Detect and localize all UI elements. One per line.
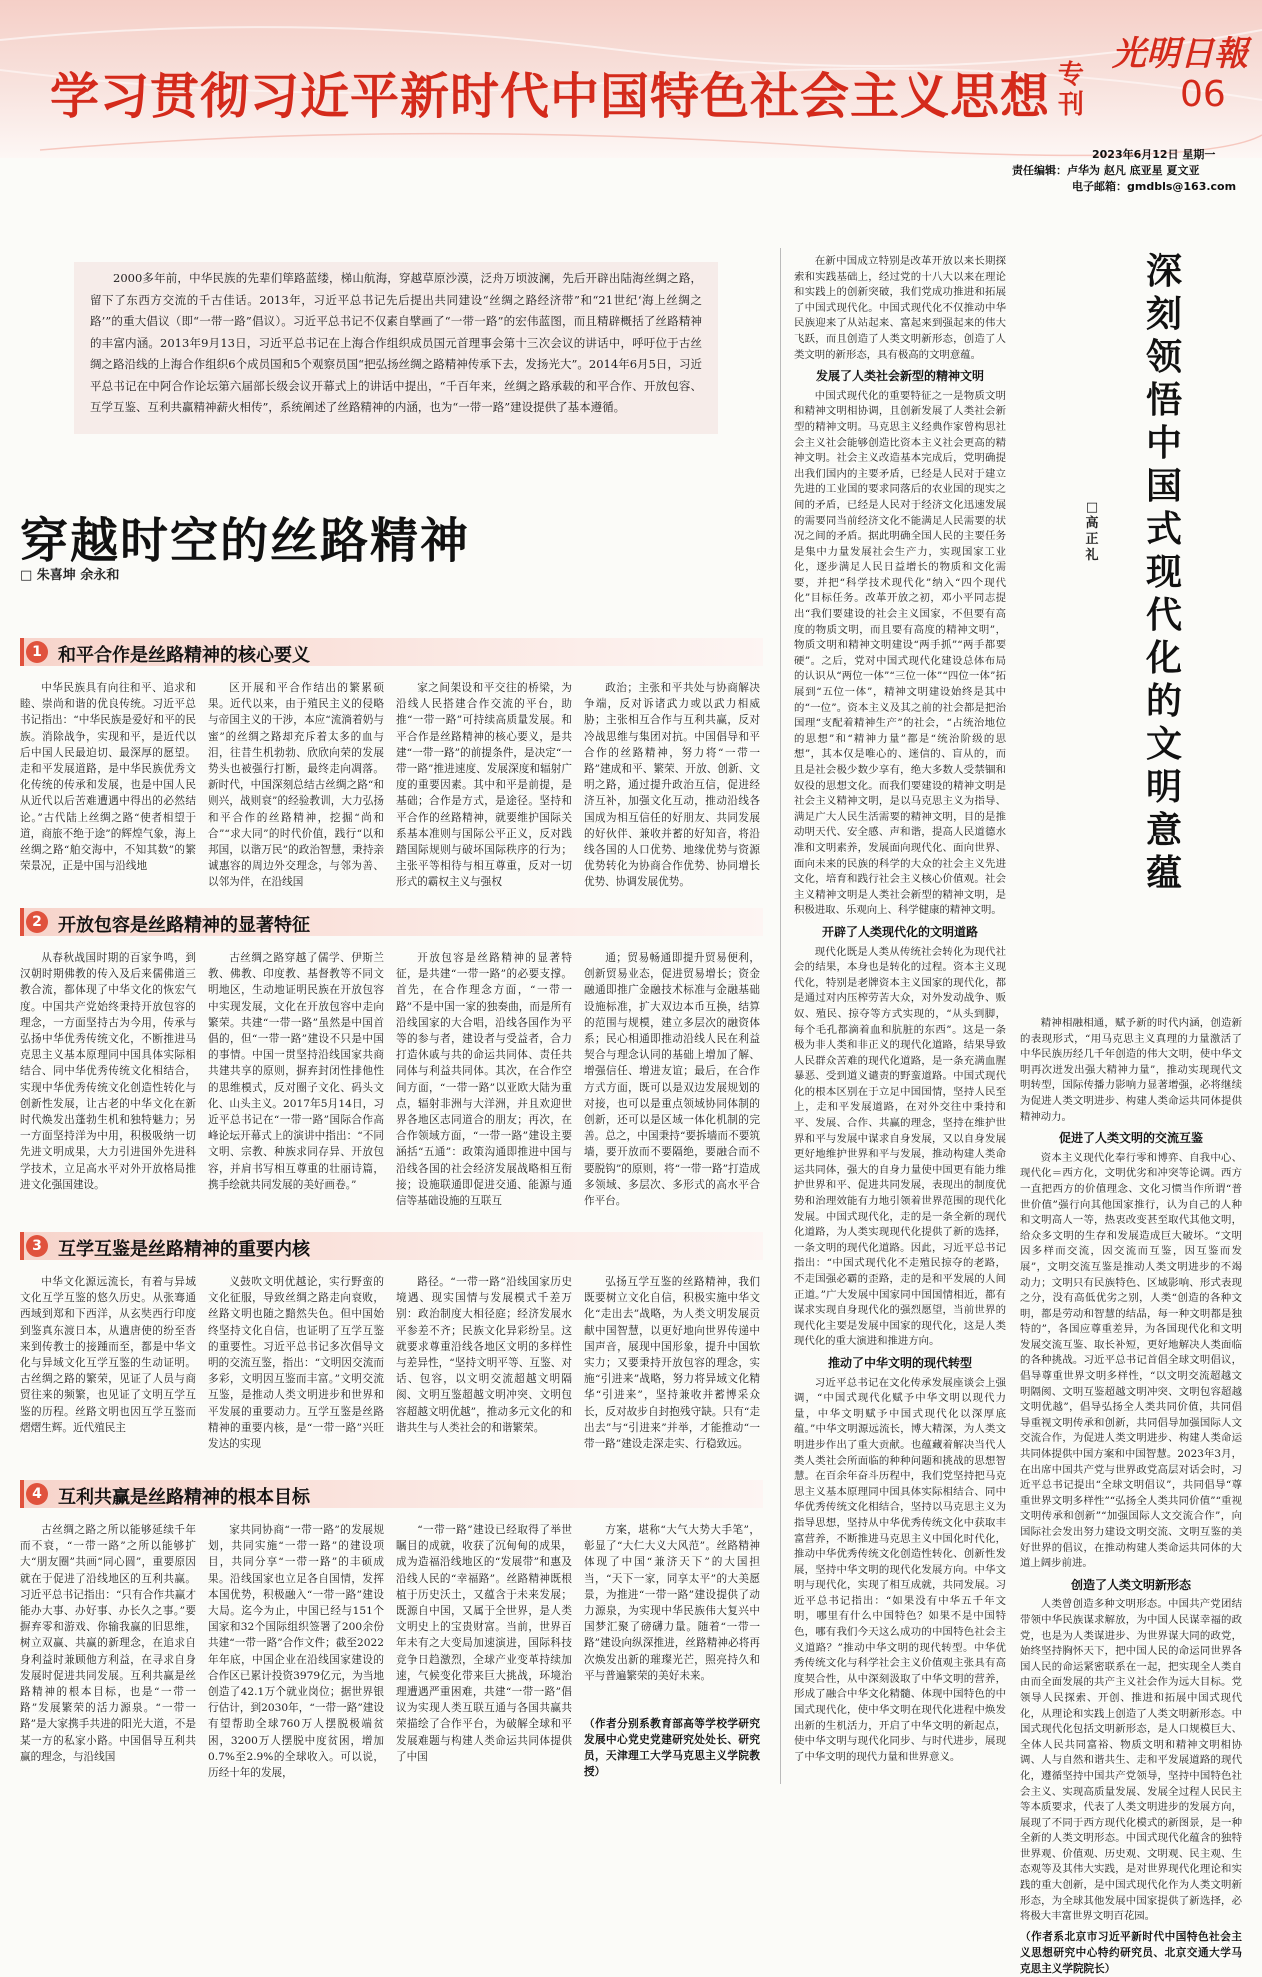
article2-paragraph: 资本主义现代化奉行零和博弈、自我中心、现代化＝西方化，文明优劣和冲突等论调。西方一直把西方的价值理念、文化习惯当作所谓“普世价值”强行向其他国家推行，认为自己的人种和文明高人一等，热衷改变甚至取代其他文明，给众多文明的生存和发展造成巨大破坏。“文明因多样而交流，因交流而互鉴，因互鉴而发展”，文明交流互鉴是推动人类文明进步的不竭动力；文明只有民族特色、区域影响、形式表现之分，没有高低优劣之别，人类“创造的各种文明，都是劳动和智慧的结晶，每一种文明都是独特的”，各国应尊重差异，为各国现代化和文明发展交流互鉴、取长补短，更好地解决人类面临的各种挑战。习近平总书记首倡全球文明倡议，倡导尊重世界文明多样性，“以文明交流超越文明隔阂、文明互鉴超越文明冲突、文明包容超越文明优越”，倡导弘扬全人类共同价值，共同倡导重视文明传承和创新，共同倡导加强国际人文交流合作，为促进人类文明进步、构建人类命运共同体提供中国方案和中国智慧。2023年3月，在出席中国共产党与世界政党高层对话会时，习近平总书记提出“全球文明倡议”，共同倡导“尊重世界文明多样性”“弘扬全人类共同价值”“重视文明传承和创新”“加强国际人文交流合作”，向国际社会发出努力建设文明交流、文明互鉴的美好世界的倡议，在推动构建人类命运共同体的大道上阔步前进。 (1020, 1151, 1242, 1570)
section-3-number: 3 (26, 1235, 48, 1257)
section-1-title: 和平合作是丝路精神的核心要义 (58, 645, 310, 666)
article2-subhead: 创造了人类文明新形态 (1070, 1577, 1191, 1592)
section-2-number: 2 (26, 911, 48, 933)
article2-subhead: 推动了中华文明的现代转型 (827, 1355, 972, 1370)
section-4-col-3: “一带一路”建设已经取得了举世瞩目的成就，收获了沉甸甸的成果，成为造福沿线地区的“发展带”和惠及沿线人民的“幸福路”。丝路精神既根植于历史沃土，又蕴含于未来发展；既源自中国，又属于全世界，是人类文明史上的宝贵财富。当前，世界百年未有之大变局加速演进，国际科技竞争日趋激烈，全球产业变革持续加速，气候变化带来巨大挑战，环境治理遭遇严重困难，共建“一带一路”倡议为实现人类互联互通与各国共赢共荣描绘了合作平台，为破解全球和平发展难题与构建人类命运共同体提供了中国 (396, 1524, 572, 1763)
article2-paragraph: 人类曾创造多种文明形态。中国共产党团结带领中华民族谋求解放，为中国人民谋幸福的政党，也是为人类谋进步、为世界谋大同的政党，始终坚持胸怀天下，把中国人民的命运同世界各国人民的命运紧密联系在一起，把实现全人类自由而全面发展的共产主义社会作为远大目标。党领导人民探索、开创、推进和拓展中国式现代化，从理论和实践上创造了人类文明新形态。中国式现代化包括文明新形态，是人口规模巨大、全体人民共同富裕、物质文明和精神文明相协调、人与自然和谐共生、走和平发展道路的现代化，遵循坚持中国共产党领导，坚持中国特色社会主义、实现高质量发展、发展全过程人民民主等本质要求，代表了人类文明进步的发展方向，展现了不同于西方现代化模式的新图景，是一种全新的人类文明形态。中国式现代化蕴含的独特世界观、价值观、历史观、文明观、民主观、生态观等及其伟大实践，是对世界现代化理论和实践的重大创新，是中国式现代化作为人类文明新形态，为全球其他发展中国家提供了新选择，必将极大丰富世界文明百花园。 (1020, 1598, 1242, 1923)
article2-paragraph: 现代化既是人类从传统社会转化为现代社会的结果，本身也是转化的过程。资本主义现代化，特别是老牌资本主义国家的现代化，都是通过对内压榨劳苦大众，对外发动战争、贩奴、殖民、掠夺等方式实现的，“从头到脚，每个毛孔都滴着血和肮脏的东西”。这是一条极为非人类和非正义的现代化道路，结果导致人民群众苦难的现代化道路，是一条充满血腥暴恶、受到道义谴责的野蛮道路。中国式现代化的根本区别在于立足中国国情，坚持人民至上，走和平发展道路，在对外交往中秉持和平、发展、合作、共赢的理念，坚持在维护世界和平与发展中谋求自身发展，又以自身发展更好地维护世界和平与发展，推动构建人类命运共同体，强大的自身力量使中国更有能力维护世界和平、促进共同发展，表现出的制度优势和治理效能有力地引领着世界范围的现代化发展。中国式现代化，走的是一条全新的现代化道路，为人类实现现代化提供了新的选择，一条文明的现代化道路。因此，习近平总书记指出：“中国式现代化不走殖民掠夺的老路，不走国强必霸的歪路，走的是和平发展的人间正道。”广大发展中国家同中国国情相近，都有谋求实现自身现代化的强烈愿望，当前世界的现代化主要是发展中国家的现代化，这是人类现代化的重大演进和推进方向。 (794, 945, 1006, 1348)
article2-col-1 (794, 254, 1006, 1784)
section-3-col-3: 路径。“一带一路”沿线国家历史境遇、现实国情与发展模式千差万别：政治制度大相径庭；经济发展水平参差不齐；民族文化异彩纷呈。这就要求尊重沿线各地区文明的多样性与差异性，“坚持文明平等、互鉴、对话、包容，以文明交流超越文明隔阂、文明互鉴超越文明冲突、文明包容超越文明优越”，推动多元文化的和谐共生与人类社会的和谐繁荣。 (396, 1276, 572, 1434)
article2-title: 深刻领悟中国式现代化的文明意蕴 (1145, 250, 1182, 894)
section-1-col-3: 家之间架设和平交往的桥梁，为沿线人民搭建合作交流的平台，助推“一带一路”可持续高质量发展。和平合作是丝路精神的核心要义，是共建“一带一路”的前提条件，是决定“一带一路”推进速度、发展深度和辐射广度的重要因素。其中和平是前提，是基础；合作是方式，是途径。坚持和平合作的丝路精神，就要维护国际关系基本准则与国际公平正义，反对践踏国际规则与破坏国际秩序的行为；主张平等相待与相互尊重，反对一切形式的霸权主义与强权 (396, 682, 572, 889)
editors-line: 责任编辑：卢华为 赵凡 底亚星 夏文亚 (1012, 164, 1200, 177)
section-2-col-3: 开放包容是丝路精神的显著特征，是共建“一带一路”的必要支撑。首先，在合作理念方面，“一带一路”不是中国一家的独奏曲，而是所有沿线国家的大合唱，沿线各国作为平等的参与者，建设者与受益者，合力打造休戚与共的命运共同体、责任共同体与利益共同体。其次，在合作空间方面，“一带一路”以亚欧大陆为重点，辐射非洲与大洋洲，并且欢迎世界各地区志同道合的朋友；再次，在合作领域方面，“一带一路”建设主要涵括“五通”：政策沟通即推进中国与沿线各国的社会经济发展战略相互衔接；设施联通即促进交通、能源与通信等基础设施的互联互 (396, 952, 572, 1208)
section-4-col-4: 方案，堪称“大气大势大手笔”，彰显了“大仁大义大风范”。丝路精神体现了中国“兼济天下”的大国担当，“天下一家，同享太平”的大美愿景，为推进“一带一路”建设提供了动力源泉，为实现中华民族伟大复兴中国梦汇聚了磅礴力量。随着“一带一路”建设向纵深推进，丝路精神必将再次焕发出新的璀璨光芒，照亮持久和平与普遍繁荣的美好未来。 (584, 1524, 760, 1682)
section-1-number: 1 (26, 641, 48, 663)
section-2-col-2: 古丝绸之路穿越了儒学、伊斯兰教、佛教、印度教、基督教等不同文明地区，生动地证明民族在开放包容中实现发展，文化在开放包容中走向繁荣。共建“一带一路”虽然是中国首倡的，但“一带一路”建设不只是中国的事情。中国一贯坚持沿线国家共商共建共享的原则，摒弃封闭性排他性的思维模式，反对圈子文化、码头文化、山头主义。2017年5月14日，习近平总书记在“一带一路”国际合作高峰论坛开幕式上的演讲中指出：“不同文明、宗教、种族求同存异、开放包容，并肩书写相互尊重的壮丽诗篇，携手绘就共同发展的美好画卷。” (208, 952, 384, 1191)
page-title: 学习贯彻习近平新时代中国特色社会主义思想 (50, 68, 1051, 125)
article1-title: 穿越时空的丝路精神 (20, 513, 471, 569)
article2-paragraph: 中国式现代化的重要特征之一是物质文明和精神文明相协调，且创新发展了人类社会新型的精神文明。马克思主义经典作家曾构思社会主义社会能够创造比资本主义社会更高的精神文明。社会主义改造基本完成后，党明确提出我们国内的主要矛盾，已经是人民对于建立先进的工业国的要求同落后的农业国的现实之间的矛盾，已经是人民对于经济文化迅速发展的需要同当前经济文化不能满足人民需要的状况之间的矛盾。据此明确全国人民的主要任务是集中力量发展社会生产力，实现国家工业化，逐步满足人民日益增长的物质和文化需要，并把“科学技术现代化”纳入“四个现代化”目标任务。改革开放之初，邓小平同志提出“我们要建设的社会主义国家，不但要有高度的物质文明，而且要有高度的精神文明”，物质文明和精神文明建设“两手抓”“两手都要硬”。之后，党对中国式现代化建设总体布局的认识从“两位一体”“三位一体”“四位一体”拓展到“五位一体”，精神文明建设始终是其中的“一位”。资本主义及其之前的社会都是把治国理“支配着精神生产”的社会，“占统治地位的思想”和“精神力量”都是“统治阶级的思想”，其本仅是唯心的、迷信的、盲从的，而且是社会极少数少享有，绝大多数人受禁锢和奴役的思想文化。而我们要建设的精神文明是社会主义精神文明，是以马克思主义为指导、满足广大人民生活需要的精神文明，目的是推动明天代、安全感、声和谐，提高人民道德水准和文明素养，发展面向现代化、面向世界、面向未来的民族的科学的大众的社会主义先进文化，培育和践行社会主义核心价值观。社会主义精神文明是人类社会新型的精神文明，是积极进取、乐观向上、科学健康的精神文明。 (794, 389, 1006, 917)
issue-date: 2023年6月12日 星期一 (1092, 148, 1216, 161)
newspaper-logo: 光明日報 (1112, 34, 1248, 74)
article2-col-2 (1020, 1016, 1242, 1975)
section-4-col-2: 家共同协商“一带一路”的发展规划，共同实施“一带一路”的建设项目，共同分享“一带一路”的丰硕成果。沿线国家也立足各自国情，发挥本国优势，积极融入“一带一路”建设大局。迄今为止，中国已经与151个国家和32个国际组织签署了200余份共建“一带一路”合作文件；截至2022年年底，中国企业在沿线国家建设的合作区已累计投资3979亿元，为当地创造了42.1万个就业岗位；据世界银行估计，到2030年，“一带一路”建设有望帮助全球760万人摆脱极端贫困，3200万人摆脱中度贫困，增加0.7%至2.9%的全球收入。可以说，历经十年的发展， (208, 1524, 384, 1780)
section-4-title: 互利共赢是丝路精神的根本目标 (58, 1487, 310, 1508)
article1-intro: 2000多年前，中华民族的先辈们筚路蓝缕，梯山航海，穿越草原沙漠，泛舟万顷波澜，先后开辟出陆海丝绸之路，留下了东西方交流的千古佳话。2013年，习近平总书记先后提出共同建设“丝绸之路经济带”和“21世纪‘海上丝绸之路’”的重大倡议（即“一带一路”倡议）。习近平总书记不仅素自擘画了“一带一路”的宏伟蓝图，而且精辟概括了丝路精神的丰富内涵。2013年9月13日，习近平总书记在上海合作组织成员国元首理事会第十三次会议的讲话中，呼吁位于古丝绸之路沿线的上海合作组织6个成员国和5个观察员国“把弘扬丝绸之路精神传承下去，发扬光大”。2014年6月5日，习近平总书记在中阿合作论坛第六届部长级会议开幕式上的讲话中提出，“千百年来，丝绸之路承载的和平合作、开放包容、互学互鉴、互利共赢精神薪火相传”，系统阐述了丝路精神的内涵，也为“一带一路”建设提供了基本遵循。 (90, 271, 702, 414)
section-1-col-1: 中华民族具有向往和平、追求和睦、崇尚和谐的优良传统。习近平总书记指出：“中华民族是爱好和平的民族。消除战争，实现和平，是近代以后中国人民最迫切、最深厚的愿望。走和平发展道路，是中华民族优秀文化传统的传承和发展，也是中国人民从近代以后苦难遭遇中得出的必然结论。”古代陆上丝绸之路“使者相望于道，商旅不绝于途”的辉煌气象，海上丝绸之路“舶交海中，不知其数”的繁荣景况，正是中国与沿线地 (20, 682, 196, 873)
special-issue-label: 专刊 (1058, 60, 1085, 120)
section-3-title: 互学互鉴是丝路精神的重要内核 (58, 1239, 310, 1260)
section-4-col-1: 古丝绸之路之所以能够延续千年而不衰，“一带一路”之所以能够扩大“朋友圈”共画“同心圆”，重要原因就在于促进了沿线地区的互利共赢。习近平总书记指出：“只有合作共赢才能办大事、办好事、办长久之事。”要摒弃零和游戏、你输我赢的旧思维，树立双赢、共赢的新理念，在追求自身利益时兼顾他方利益，在寻求自身发展时促进共同发展。互利共赢是丝路精神的根本目标，也是“一带一路”发展繁荣的活力源泉。“一带一路”是大家携手共进的阳光大道，不是某一方的私家小路。中国倡导互利共赢的理念，与沿线国 (20, 1524, 196, 1763)
section-2-title: 开放包容是丝路精神的显著特征 (58, 915, 310, 936)
section-3-col-4: 弘扬互学互鉴的丝路精神，我们既要树立文化自信，积极实施中华文化“走出去”战略，为人类文明发展贡献中国智慧，以更好地向世界传递中国声音，展现中国形象，提升中国软实力；又要秉持开放包容的理念，实施“引进来”战略，努力将异域文化精华“引进来”，坚持兼收并蓄博采众长，反对故步自封抱残守缺。只有“走出去”与“引进来”并举，才能推动“一带一路”建设走深走实、行稳致远。 (584, 1276, 760, 1451)
page-number: 06 (1180, 74, 1226, 115)
section-4-number: 4 (26, 1483, 48, 1505)
article2-paragraph: 习近平总书记在文化传承发展座谈会上强调，“中国式现代化赋予中华文明以现代力量，中华文明赋予中国式现代化以深厚底蕴。”中华文明源远流长，博大精深，为人类文明进步作出了重大贡献。也蕴藏着解决当代人类人类社会所面临的种种问题和挑战的思想智慧。在百余年奋斗历程中，我们党坚持把马克思主义基本原理同中国具体实际相结合、同中华优秀传统文化相结合，坚持以马克思主义为指导思想，坚持从中华优秀传统文化中获取丰富营养，不断推进马克思主义中国化时代化，推动中华优秀传统文化创造性转化、创新性发展，坚持中华文明的现代化发展方向。中华文明与现代化，实现了相互成就，共同发展。习近平总书记指出：“如果没有中华五千年文明，哪里有什么中国特色？如果不是中国特色，哪有我们今天这么成功的中国特色社会主义道路？”推动中华文明的现代转型。中华优秀传统文化与科学社会主义价值观主张具有高度契合性，从中深刻汲取了中华文明的营养，形成了融合中华文化精髓、体现中国特色的中国式现代化，使中华文明在现代化进程中焕发出新的生机活力，开启了中华文明的新起点，使中华文明与现代化同步、与时代进步，展现了中华文明的现代力量和世界意义。 (794, 1376, 1006, 1763)
article2-subhead: 开辟了人类现代化的文明道路 (821, 924, 978, 939)
section-2-col-4: 通；贸易畅通即提升贸易便利，创新贸易业态，促进贸易增长；资金融通即推广金融技术标准与金融基础设施标准，扩大双边本币互换，结算的范围与规模，建立多层次的融资体系；民心相通即推动沿线人民在利益契合与理念认同的基础上增加了解、增强信任、增进友谊；最后，在合作方式方面，既可以是双边发展规划的对接，也可以是重点领域协同体制的创新，还可以是区域一体化机制的完善。总之，中国秉持“要拆墙而不要筑墙，要开放而不要隔绝，要融合而不要脱钩”的原则，将“一带一路”打造成多领域、多层次、多形式的高水平合作平台。 (584, 952, 760, 1208)
section-1-col-2: 区开展和平合作结出的繁累硕果。近代以来，由于殖民主义的侵略与帝国主义的干涉，本应“流淌着奶与蜜”的丝绸之路却充斥着太多的血与泪，往昔生机勃勃、欣欣向荣的发展势头也被强行打断，最终走向凋落。新时代，中国深刻总结古丝绸之路“和则兴，战则衰”的经验教训，大力弘扬和平合作的丝路精神，挖掘“尚和合”“求大同”的时代价值，践行“以和邦国，以谐万民”的政治智慧，秉持亲诚惠容的周边外交理念，与邻为善、以邻为伴，在沿线国 (208, 682, 384, 889)
article2-subhead: 发展了人类社会新型的精神文明 (815, 369, 984, 384)
article1-author-note: （作者分别系教育部高等学校学研究发展中心党史党建研究处处长、研究员，天津理工大学马克思主义学院教授） (584, 1718, 760, 1778)
article-divider (780, 248, 781, 1784)
editor-email: 电子邮箱：gmdbls@163.com (1072, 180, 1237, 193)
article2-author-note: （作者系北京市习近平新时代中国特色社会主义思想研究中心特约研究员、北京交通大学马克思主义学院院长） (1020, 1930, 1242, 1975)
section-1-col-4: 政治；主张和平共处与协商解决争端，反对诉诸武力或以武力相威胁；主张相互合作与互利共赢，反对冷战思维与集团对抗。中国倡导和平合作的丝路精神，努力将“一带一路”建成和平、繁荣、开放、创新、文明之路，通过提升政治互信，促进经济互补，加强文化互动，推动沿线各国成为相互信任的好朋友、共同发展的好伙伴、兼收并蓄的好知音，将沿线各国的人口优势、地缘优势与资源优势转化为协商合作优势、协同增长优势、协调发展优势。 (584, 682, 760, 889)
article2-paragraph: 在新中国成立特别是改革开放以来长期探索和实践基础上，经过党的十八大以来在理论和实践上的创新突破，我们党成功推进和拓展了中国式现代化。中国式现代化不仅推动中华民族迎来了从站起来、富起来到强起来的伟大飞跃，而且创造了人类文明新形态，创造了人类文明的新形态，具有极高的文明意蕴。 (794, 255, 1006, 361)
section-2-col-1: 从春秋战国时期的百家争鸣，到汉朝时期佛教的传入及后来儒佛道三教合流，都体现了中华文化的恢宏气度。中国共产党始终秉持开放包容的理念，一方面坚持古为今用，传承与弘扬中华优秀传统文化，不断推进马克思主义基本原理同中国具体实际相结合、同中华优秀传统文化相结合，实现中华优秀传统文化创造性转化与创新性发展，让古老的中华文化在新时代焕发出蓬勃生机和独特魅力；另一方面坚持洋为中用，积极吸纳一切先进文明成果，大力引进国外先进科学技术，立足高水平对外开放格局推进文化强国建设。 (20, 952, 196, 1191)
article1-author: □ 朱喜坤 余永和 (20, 568, 120, 583)
article2-author: □ 高正礼 (1085, 500, 1099, 563)
article2-paragraph: 精神相融相通，赋予新的时代内涵，创造新的表现形式，“用马克思主义真理的力量激活了中华民族历经几千年创造的伟大文明，使中华文明再次迸发出强大精神力量”，推动实现现代文明转型，国际传播力影响力显著增强，必将继续为促进人类文明进步、构建人类命运共同体提供精神动力。 (1020, 1017, 1242, 1123)
section-3-col-2: 义鼓吹文明优越论，实行野蛮的文化征服，导致丝绸之路走向衰败，丝路文明也随之黯然失色。但中国始终坚持文化自信，也证明了互学互鉴的重要性。习近平总书记多次倡导文明的交流互鉴，指出：“文明因交流而多彩，文明因互鉴而丰富。”文明交流互鉴，是推动人类文明进步和世界和平发展的重要动力。互学互鉴是丝路精神的重要内核，是“一带一路”兴旺发达的实现 (208, 1276, 384, 1451)
article2-subhead: 促进了人类文明的交流互鉴 (1058, 1131, 1203, 1146)
section-3-col-1: 中华文化源远流长，有着与异域文化互学互鉴的悠久历史。从张骞通西域到郑和下西洋，从玄奘西行印度到鉴真东渡日本，从遣唐使的纷至沓来到传教士的接踵而至，都是中华文化与异域文化互学互鉴的生动证明。古丝绸之路的繁荣，见证了人员与商贸往来的频繁，也见证了文明互学互鉴的历程。丝路文明也因互学互鉴而熠熠生辉。近代殖民主 (20, 1276, 196, 1434)
